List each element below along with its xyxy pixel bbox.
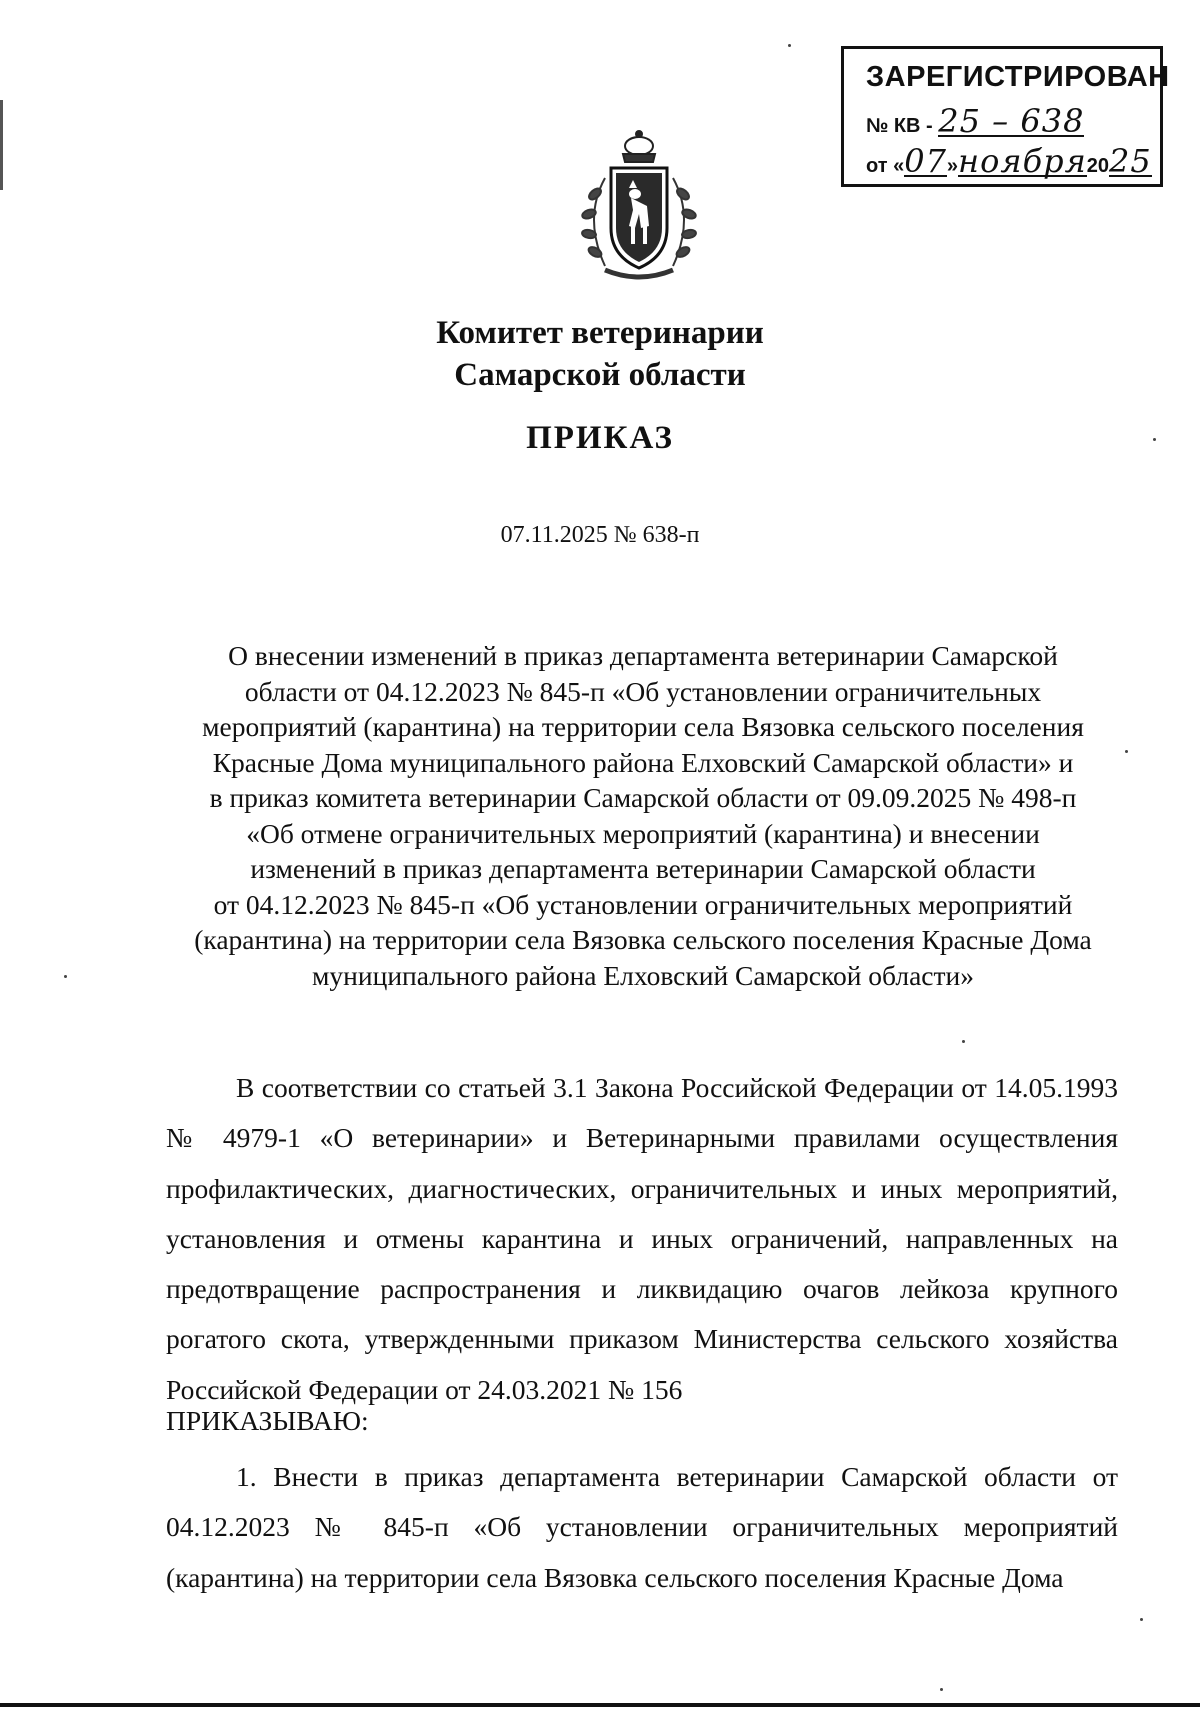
- preamble-paragraph: В соответствии со статьей 3.1 Закона Российской Федерации от 14.05.1993 № 4979-1 «О ветеринарии» и Ветеринарными правилами осуществления профилактических, диагностических, ограничительных и иных мероприятий, установления и отмены карантина и иных ограничений, направленных на предотвращение распространения и ликвидацию очагов лейкоза крупного рогатого скота, утвержденными приказом Министерства сельского хозяйства Российской Федерации от 24.03.2021 № 156: [166, 1072, 1118, 1405]
- scan-speck: [962, 1040, 965, 1043]
- document-subject: [170, 638, 1116, 993]
- organization-name-line2: Самарской области: [454, 357, 746, 393]
- stamp-number-line: [866, 102, 1085, 140]
- registration-stamp: [841, 46, 1170, 187]
- stamp-date-year: 25: [1109, 142, 1152, 180]
- subject-line: (карантина) на территории села Вязовка сельского поселения Красные Дома: [194, 924, 1092, 955]
- scan-speck: [64, 975, 67, 978]
- subject-line: О внесении изменений в приказ департамента ветеринарии Самарской: [228, 640, 1058, 671]
- stamp-date-month: ноября: [958, 142, 1087, 180]
- subject-line: «Об отмене ограничительных мероприятий (карантина) и внесении: [246, 817, 1040, 849]
- document-date-number: 07.11.2025 № 638-п: [500, 522, 700, 548]
- stamp-date-mid: »: [946, 155, 959, 177]
- subject-line: Красные Дома муниципального района Елховский Самарской области» и: [212, 746, 1074, 778]
- organization-name-line1: Комитет ветеринарии: [436, 315, 764, 351]
- scan-speck: [1153, 438, 1156, 441]
- scan-speck: [1125, 750, 1128, 753]
- subject-line: изменений в приказ департамента ветеринарии Самарской области: [250, 853, 1036, 884]
- stamp-date-line: [866, 142, 1152, 180]
- stamp-number-handwritten: 25 – 638: [938, 102, 1085, 140]
- scan-speck: [788, 44, 791, 47]
- scan-speck: [940, 1688, 943, 1691]
- subject-line: от 04.12.2023 № 845-п «Об установлении ограничительных мероприятий: [213, 888, 1073, 920]
- document-type: ПРИКАЗ: [526, 420, 674, 456]
- organization-name: [0, 312, 1200, 396]
- scan-bottom-edge: [0, 1703, 1200, 1707]
- stamp-date-prefix: от «: [866, 155, 905, 177]
- subject-line: области от 04.12.2023 № 845-п «Об установлении ограничительных: [244, 675, 1042, 707]
- subject-line: мероприятий (карантина) на территории села Вязовка сельского поселения: [202, 711, 1084, 742]
- subject-line: в приказ комитета ветеринарии Самарской области от 09.09.2025 № 498-п: [209, 782, 1077, 813]
- order-item-1: 1. Внести в приказ департамента ветеринарии Самарской области от 04.12.2023 № 845-п «Об установлении ограничительных мероприятий (карантина) на территории села Вязовка сельского поселения Красные Дома: [166, 1461, 1118, 1593]
- scan-edge-mark: [0, 100, 3, 190]
- stamp-title: ЗАРЕГИСТРИРОВАН: [866, 61, 1170, 93]
- samara-coat-of-arms-icon: [565, 128, 713, 288]
- order-word: ПРИКАЗЫВАЮ:: [166, 1405, 369, 1436]
- stamp-number-prefix: № КВ -: [866, 115, 933, 137]
- subject-line: муниципального района Елховский Самарской области»: [312, 959, 974, 991]
- scan-speck: [1140, 1618, 1143, 1621]
- stamp-date-year-prefix: 20: [1086, 155, 1110, 177]
- stamp-date-day: 07: [904, 142, 947, 180]
